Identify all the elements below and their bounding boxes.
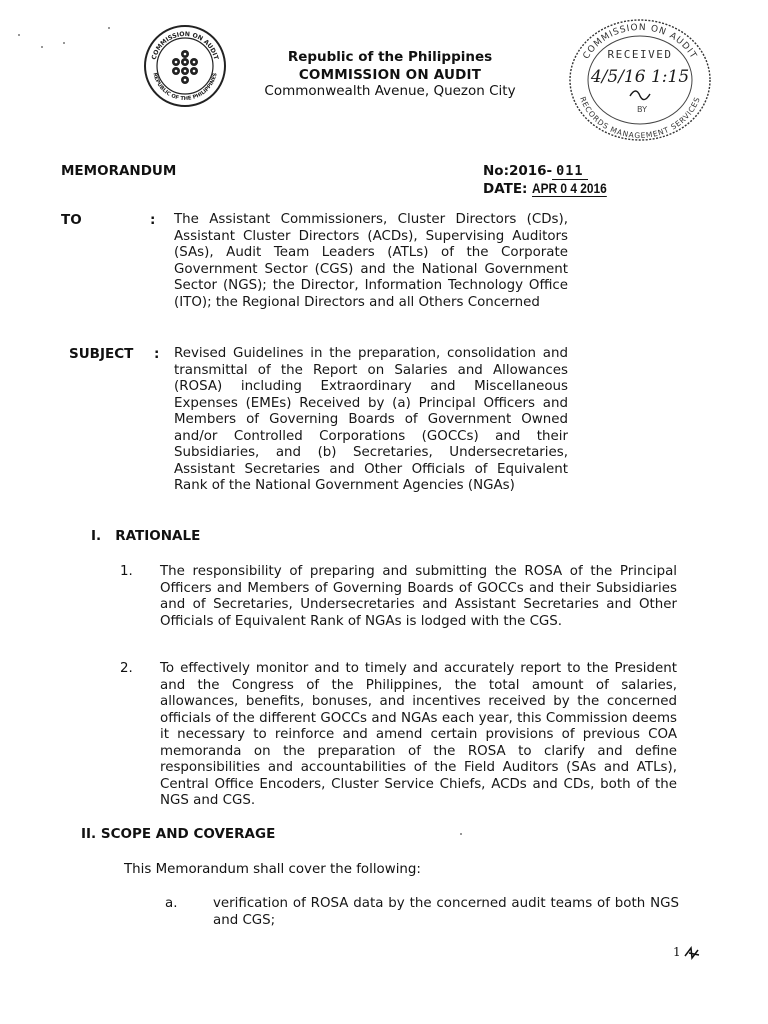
coa-seal-logo <box>143 24 227 108</box>
section-heading-scope: II. SCOPE AND COVERAGE <box>81 826 276 842</box>
header-country: Republic of the Philippines <box>287 49 493 65</box>
rationale-item-number: 2. <box>120 661 133 676</box>
svg-text:COMMISSION ON AUDIT: COMMISSION ON AUDIT <box>581 22 699 62</box>
memo-date-label: DATE: <box>483 181 528 197</box>
svg-text:REPUBLIC OF THE PHILIPPINES: REPUBLIC OF THE PHILIPPINES <box>151 72 219 103</box>
memo-number-label: No:2016- <box>483 163 553 179</box>
memo-number <box>483 163 588 179</box>
subject-label: SUBJECT <box>69 346 134 362</box>
subject-text: Revised Guidelines in the preparation, consolidation and transmittal of the Report on Salaries and Allowances (ROSA) including Extraordinary and Miscellaneous Expenses (EMEs) Received by (a) Principal Officers and Members of Governing Boards of Government Owned and/or Controlled Corporations (GOCCs) and their Subsidiaries, and (b) Secretaries, Undersecretaries, Assistant Secretaries and Other Officials of Equivalent Rank of the National Government Agencies (NGAs) <box>174 346 568 493</box>
page-number: 1 <box>673 945 681 959</box>
scan-speck <box>108 27 110 29</box>
scope-item-letter: a. <box>165 896 178 911</box>
scope-item-text: verification of ROSA data by the concerned audit teams of both NGS and CGS; <box>213 896 679 928</box>
subject-colon: : <box>154 346 160 362</box>
rationale-item-text: To effectively monitor and to timely and accurately report to the President and the Congress of the Philippines, the total amount of salaries, allowances, benefits, bonuses, and incentives received by the concerned officials of the different GOCCs and NGAs each year, this Commission deems it necessary to reinforce and amend certain provisions of previous COA memoranda on the preparation of the ROSA to clarify and define responsibilities and accountabilities of the Field Auditors (SAs and ATLs), Central Office Encoders, Cluster Service Chiefs, ACDs and CDs, both of the NGS and CGS. <box>160 661 677 808</box>
scan-speck <box>63 42 65 44</box>
scan-speck <box>460 833 462 835</box>
memo-date <box>483 180 620 197</box>
svg-text:COMMISSION ON AUDIT: COMMISSION ON AUDIT <box>150 30 220 61</box>
memo-date-stamp: APR 0 4 2016 <box>532 180 607 196</box>
rationale-item-text: The responsibility of preparing and submitting the ROSA of the Principal Officers and Members of Governing Boards of GOCCs and their Subsidiaries and of Secretaries, Undersecretaries and Assistant Secretaries and Other Officials of Equivalent Rank of NGAs is lodged with the CGS. <box>160 564 677 629</box>
memo-number-value: 011 <box>552 163 587 180</box>
received-stamp <box>560 12 720 142</box>
header-agency: COMMISSION ON AUDIT <box>298 67 482 83</box>
scope-intro: This Memorandum shall cover the following: <box>124 862 421 877</box>
stamp-by-label: BY <box>637 105 647 114</box>
stamp-handwritten-date: 4/5/16 1:15 <box>590 67 690 87</box>
stamp-signature-mark <box>630 91 650 100</box>
scan-speck <box>41 46 43 48</box>
rationale-item-number: 1. <box>120 564 133 579</box>
to-recipients: The Assistant Commissioners, Cluster Directors (CDs), Assistant Cluster Directors (ACDs), Supervising Auditors (SAs), Audit Team Leaders (ATLs) of the Corporate Government Sector (CGS) and the National Government Sector (NGS); the Director, Information Technology Office (ITO); the Regional Directors and all Others Concerned <box>174 212 568 310</box>
section-heading-rationale: I. RATIONALE <box>91 528 201 544</box>
header-address: Commonwealth Avenue, Quezon City <box>264 83 516 99</box>
memo-title: MEMORANDUM <box>61 163 177 179</box>
initials-mark <box>683 944 703 962</box>
svg-text:RECORDS MANAGEMENT SERVICES: RECORDS MANAGEMENT SERVICES <box>578 95 702 141</box>
scan-speck <box>18 34 20 36</box>
to-colon: : <box>150 212 156 228</box>
to-label: TO <box>61 212 82 228</box>
stamp-received-label: RECEIVED <box>607 48 673 61</box>
